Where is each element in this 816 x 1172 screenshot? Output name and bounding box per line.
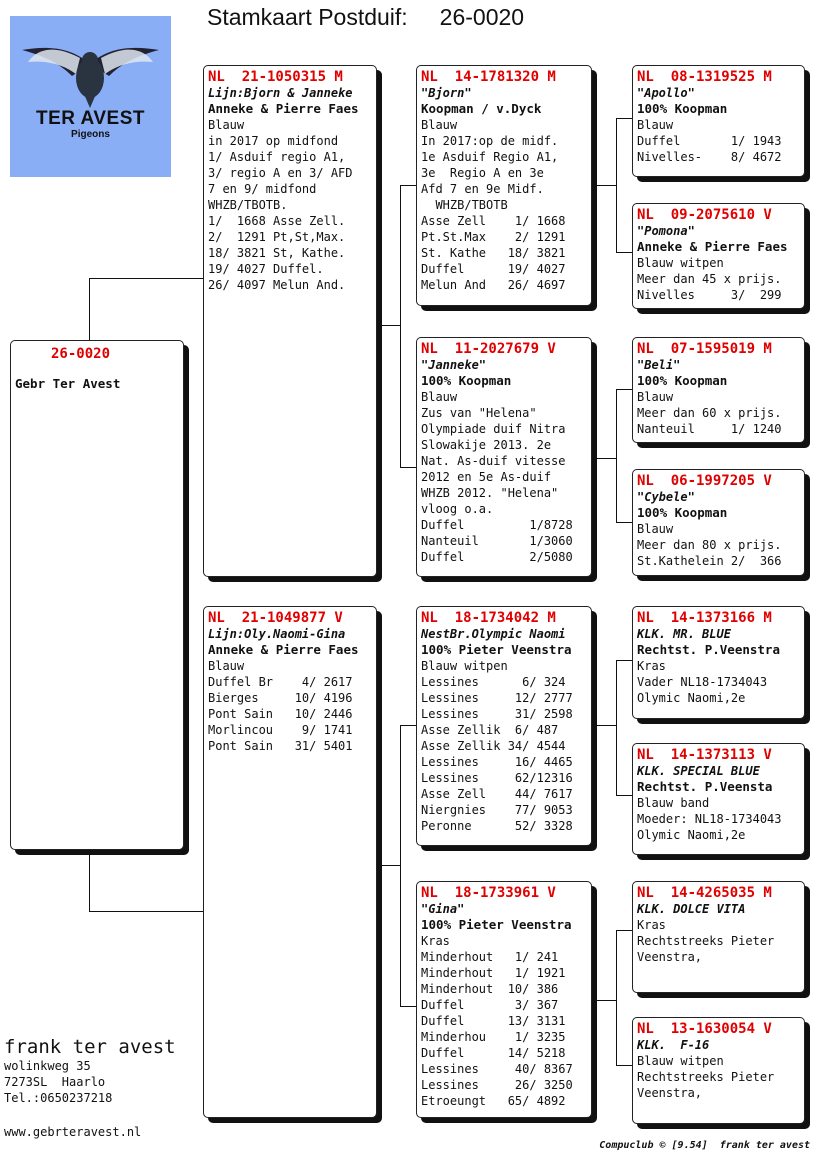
owner-name: frank ter avest [4,1036,176,1058]
connector [400,725,401,1007]
connector [592,458,617,459]
detail-line: Olymic Naomi,2e [637,828,746,842]
detail-line: 1/ Asduif regio A1, [208,150,346,164]
connector [616,118,617,253]
owner: 100% Koopman [637,101,728,116]
detail-line: Veenstra, [637,950,703,964]
pigeon-name: "Apollo" [637,86,695,100]
detail-line: 3e Regio A en 3e [421,166,544,180]
detail-line: Lessines 6/ 324 [421,675,566,689]
details [421,117,587,293]
owner: 100% Koopman [637,505,728,520]
detail-line: Pont Sain 31/ 5401 [208,739,353,753]
title-ring: 26-0020 [439,4,525,30]
root-pigeon-card[interactable] [10,340,184,850]
detail-line: Blauw [637,118,674,132]
detail-line: Slowakije 2013. 2e [421,438,552,452]
pigeon-name: "Bjorn" [421,86,472,100]
pigeon-name: KLK. F-16 [637,1038,710,1052]
detail-line: In 2017:op de midf. [421,134,559,148]
detail-line: Duffel 2/5080 [421,550,573,564]
detail-line: Pt.St.Max 2/ 1291 [421,230,566,244]
detail-line: Blauw [208,659,245,673]
pigeon-name: Lijn:Oly.Naomi-Gina [208,627,346,641]
connector [616,660,633,661]
connector [400,467,417,468]
detail-line: Nanteuil 1/3060 [421,534,573,548]
detail-line: Niergnies 77/ 9053 [421,803,573,817]
detail-line: Asse Zell 1/ 1668 [421,214,566,228]
pigeon-name: KLK. DOLCE VITA [637,902,746,916]
detail-line: Olympiade duif Nitra [421,422,566,436]
detail-line: 18/ 3821 St, Kathe. [208,246,346,260]
detail-line: WHZB/TBOTB [421,198,508,212]
detail-line: 7 en 9/ midfond [208,182,317,196]
detail-line: Minderhout 10/ 386 [421,982,559,996]
owner: Anneke & Pierre Faes [208,101,359,116]
detail-line: Duffel 19/ 4027 [421,262,566,276]
detail-line: Blauw [421,390,458,404]
owner: Rechtst. P.Veenstra [637,642,780,657]
details [637,795,800,843]
detail-line: Blauw witpen [421,659,508,673]
connector [592,725,617,726]
connector [616,795,633,796]
details [637,389,800,437]
ring-number: NL 09-2075610 V [637,207,772,223]
detail-line: Duffel 1/ 1943 [637,134,782,148]
detail-line: St. Kathe 18/ 3821 [421,246,566,260]
detail-line: 2/ 1291 Pt,St,Max. [208,230,346,244]
detail-line: Blauw [637,522,674,536]
detail-line: WHZB 2012. "Helena" [421,486,559,500]
details [637,521,800,569]
detail-line: Lessines 12/ 2777 [421,691,573,705]
detail-line: Lessines 62/12316 [421,771,573,785]
dss-card[interactable] [632,606,805,719]
detail-line: 26/ 4097 Melun And. [208,278,346,292]
detail-line: Morlincou 9/ 1741 [208,723,353,737]
detail-line: Nanteuil 1/ 1240 [637,422,782,436]
logo-sub: Pigeons [71,129,110,140]
ring-number: NL 18-1733961 V [421,885,556,901]
sire-card[interactable] [203,65,377,577]
footer-credit: Compuclub © [9.54] frank ter avest [599,1140,810,1151]
pigeon-name: "Gina" [421,902,465,916]
detail-line: Nivelles- 8/ 4672 [637,150,782,164]
detail-line: Blauw witpen [637,256,724,270]
pigeon-name: "Cybele" [637,490,695,504]
detail-line: Asse Zellik 6/ 487 [421,723,559,737]
detail-line: Lessines 40/ 8367 [421,1062,573,1076]
detail-line: in 2017 op midfond [208,134,339,148]
pigeon-name: Lijn:Bjorn & Janneke [208,86,353,100]
details [208,117,372,293]
detail-line: Duffel 3/ 367 [421,998,559,1012]
ring-number: NL 13-1630054 V [637,1021,772,1037]
connector [400,185,417,186]
detail-line: 1/ 1668 Asse Zell. [208,214,346,228]
sss-card[interactable] [632,65,805,177]
detail-line: Lessines 31/ 2598 [421,707,573,721]
detail-line: 1e Asduif Regio A1, [421,150,559,164]
detail-line: Rechtstreeks Pieter [637,1070,775,1084]
detail-line: Vader NL18-1734043 [637,675,768,689]
detail-line: Meer dan 45 x prijs. [637,272,782,286]
dam-dam-card[interactable] [416,881,592,1118]
connector [592,1000,617,1001]
detail-line: Kras [421,934,450,948]
detail-line: Blauw witpen [637,1054,724,1068]
page-title [207,4,524,31]
detail-line: 3/ regio A en 3/ AFD [208,166,353,180]
connector [89,278,90,340]
pigeon-name: KLK. SPECIAL BLUE [637,764,760,778]
detail-line: WHZB/TBOTB. [208,198,288,212]
connector [616,118,633,119]
detail-line: Blauw [637,390,674,404]
owner: 100% Koopman [421,373,512,388]
details [421,658,587,834]
dds-card[interactable] [632,881,805,993]
detail-line: Melun And 26/ 4697 [421,278,566,292]
detail-line: Duffel 1/8728 [421,518,573,532]
details [637,658,800,706]
connector [616,930,633,931]
detail-line: 19/ 4027 Duffel. [208,262,324,276]
pigeon-name: "Pomona" [637,224,695,238]
sds-card[interactable] [632,337,805,443]
connector [616,252,633,253]
owner: 100% Pieter Veenstra [421,917,572,932]
pigeon-name: "Beli" [637,358,681,372]
owner-address: wolinkweg 35 [4,1059,91,1073]
detail-line: Moeder: NL18-1734043 [637,812,782,826]
connector [616,389,633,390]
detail-line: Nat. As-duif vitesse [421,454,566,468]
owner: Gebr Ter Avest [15,376,121,391]
owner: 100% Pieter Veenstra [421,642,572,657]
connector [616,1065,633,1066]
connector [89,911,204,912]
dam-sire-card[interactable] [416,606,592,846]
pigeon-name: KLK. MR. BLUE [637,627,731,641]
ssd-card[interactable] [632,203,805,309]
detail-line: Minderhou 1/ 3235 [421,1030,566,1044]
details [637,117,800,165]
detail-line: Bierges 10/ 4196 [208,691,353,705]
owner: Koopman / v.Dyck [421,101,542,116]
owner-phone: Tel.:0650237218 [4,1091,113,1105]
connector [616,389,617,523]
owner: 100% Koopman [637,373,728,388]
logo [10,16,171,177]
ring-number: NL 14-1781320 M [421,69,556,85]
detail-line: Duffel 13/ 3131 [421,1014,566,1028]
details [421,933,587,1109]
detail-line: Pont Sain 10/ 2446 [208,707,353,721]
connector [376,865,401,866]
detail-line: Duffel Br 4/ 2617 [208,675,353,689]
detail-line: vloog o.a. [421,502,494,516]
detail-line: Blauw [421,118,458,132]
connector [616,930,617,1066]
ring-number: NL 18-1734042 M [421,610,556,626]
detail-line: Peronne 52/ 3328 [421,819,573,833]
sire-dam-card[interactable] [416,337,592,577]
detail-line: 2012 en 5e As-duif [421,470,552,484]
details [637,255,800,303]
website-link[interactable]: www.gebrteravest.nl [4,1125,142,1139]
ring-number: NL 08-1319525 M [637,69,772,85]
ddd-card[interactable] [632,1017,805,1124]
ring-number: NL 14-1373166 M [637,610,772,626]
ring-number: NL 21-1049877 V [208,610,343,626]
connector [616,660,617,796]
ring-number: NL 07-1595019 M [637,341,772,357]
owner: Anneke & Pierre Faes [637,239,788,254]
ring-number: 26-0020 [51,346,111,362]
owner: Rechtst. P.Veensta [637,779,773,794]
dsd-card[interactable] [632,743,805,855]
detail-line: Kras [637,659,666,673]
pigeon-name: NestBr.Olympic Naomi [421,627,566,641]
detail-line: Asse Zellik 34/ 4544 [421,739,566,753]
details [421,389,587,565]
owner-info [4,1036,176,1106]
logo-name: TER AVEST [35,108,145,129]
connector [400,725,417,726]
ring-number: NL 21-1050315 M [208,69,343,85]
connector [89,850,90,912]
detail-line: Blauw band [637,796,710,810]
detail-line: Nivelles 3/ 299 [637,288,782,302]
pigeon-logo-icon [10,16,171,116]
sdd-card[interactable] [632,469,805,576]
detail-line: Olymic Naomi,2e [637,691,746,705]
connector [89,278,204,279]
ring-number: NL 06-1997205 V [637,473,772,489]
ring-number: NL 11-2027679 V [421,341,556,357]
detail-line: Asse Zell 44/ 7617 [421,787,573,801]
detail-line: Blauw [208,118,245,132]
connector [376,325,401,326]
detail-line: Etroeungt 65/ 4892 [421,1094,566,1108]
connector [616,522,633,523]
detail-line: Meer dan 80 x prijs. [637,538,782,552]
sire-sire-card[interactable] [416,65,592,306]
detail-line: Lessines 16/ 4465 [421,755,573,769]
detail-line: St.Kathelein 2/ 366 [637,554,782,568]
connector [592,185,617,186]
ring-number: NL 14-1373113 V [637,747,772,763]
detail-line: Duffel 14/ 5218 [421,1046,566,1060]
detail-line: Meer dan 60 x prijs. [637,406,782,420]
detail-line: Lessines 26/ 3250 [421,1078,573,1092]
details [208,658,372,754]
detail-line: Veenstra, [637,1086,703,1100]
detail-line: Minderhout 1/ 241 [421,950,559,964]
details [637,1053,800,1101]
details [637,917,800,965]
owner: Anneke & Pierre Faes [208,642,359,657]
connector [400,1006,417,1007]
ring-number: NL 14-4265035 M [637,885,772,901]
pigeon-name: "Janneke" [421,358,487,372]
dam-card[interactable] [203,606,377,1118]
connector [400,185,401,468]
detail-line: Afd 7 en 9e Midf. [421,182,544,196]
owner-city: 7273SL Haarlo [4,1075,106,1089]
title-label: Stamkaart Postduif: [207,4,408,30]
detail-line: Rechtstreeks Pieter [637,934,775,948]
detail-line: Kras [637,918,666,932]
detail-line: Minderhout 1/ 1921 [421,966,566,980]
detail-line: Zus van "Helena" [421,406,537,420]
